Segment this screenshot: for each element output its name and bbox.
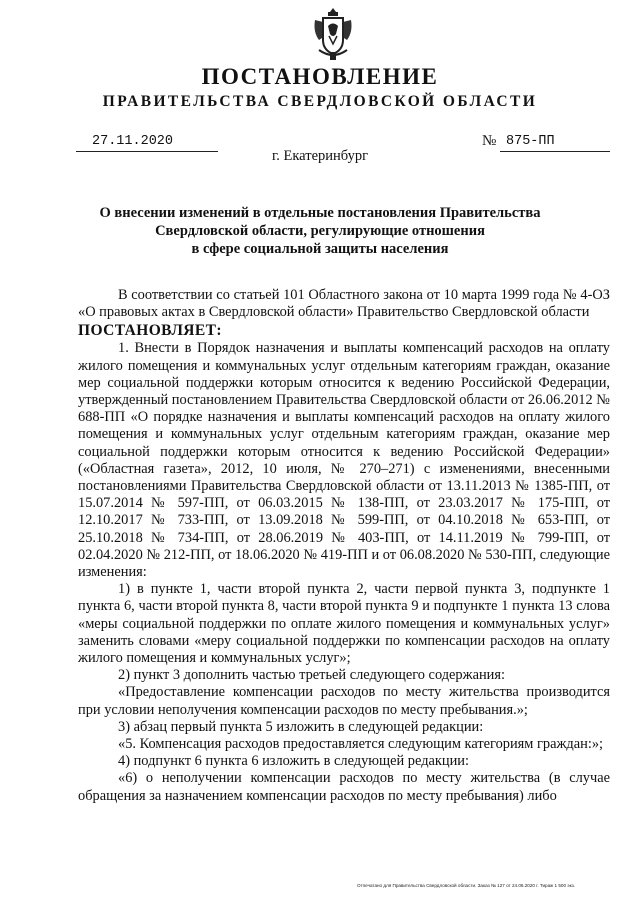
document-city: г. Екатеринбург bbox=[271, 148, 369, 164]
paragraph: 1. Внести в Порядок назначения и выплаты компенсаций расходов на оплату жилого помещения и коммунальных услуг отдельным категориям граждан, оказание мер социальной поддержки которым относится к ведению Российской Федерации, утвержденный постановлением Правительства Свердловской области от 26.06.2012 № 688-ПП «О порядке назначения и выплаты компенсаций расходов на оплату жилого помещения и коммунальных услуг отдельным категориям граждан, оказание мер социальной поддержки которым относится к ведению Российской Федерации» («Областная газета», 2012, 10 июля, № 270–271) с изменениями, внесенными постановлениями Правительства Свердловской области от 13.11.2013 № 1385-ПП, от 15.07.2014 № 597-ПП, от 06.03.2015 № 138-ПП, от 23.03.2017 № 175-ПП, от 12.10.2017 № 733-ПП, от 13.09.2018 № 599-ПП, от 04.10.2018 № 653-ПП, от 25.10.2018 № 734-ПП, от 28.06.2019 № 403-ПП, от 14.11.2019 № 799-ПП, от 02.04.2020 № 212-ПП, от 18.06.2020 № 419-ПП и от 06.08.2020 № 530-ПП, следующие изменения: bbox=[78, 340, 610, 581]
print-footer: Отпечатано для Правительства Свердловской области. Заказ № 127 от 24.06.2020 г. Тираж 1 500 экз. bbox=[357, 883, 576, 888]
heading-line: О внесении изменений в отдельные постановления Правительства bbox=[99, 205, 541, 221]
paragraph: 1) в пункте 1, части второй пункта 2, части первой пункта 3, подпункте 1 пункта 6, части второй пункта 8, части второй пункта 9 и подпункте 1 пункта 13 слова «меры социальной поддержки по оплате жилого помещения и коммунальных услуг» заменить словами «меру социальной поддержки по компенсации расходов на оплату жилого помещения и коммунальных услуг»; bbox=[78, 581, 610, 667]
intro-paragraph: В соответствии со статьей 101 Областного закона от 10 марта 1999 года № 4-ОЗ «О правовых актах в Свердловской области» Правительство Свердловской области bbox=[78, 287, 610, 321]
heading-line: в сфере социальной защиты населения bbox=[191, 241, 449, 257]
document-heading bbox=[0, 204, 640, 258]
document-body bbox=[78, 287, 610, 805]
paragraph: «Предоставление компенсации расходов по месту жительства производится при условии неполучения компенсации расходов по месту пребывания.»; bbox=[78, 684, 610, 718]
heading-line: Свердловской области, регулирующие отношения bbox=[155, 223, 485, 239]
coat-of-arms-icon bbox=[311, 6, 355, 62]
number-sign: № bbox=[482, 133, 497, 149]
document-subtitle: ПРАВИТЕЛЬСТВА СВЕРДЛОВСКОЙ ОБЛАСТИ bbox=[102, 93, 538, 110]
document-date: 27.11.2020 bbox=[92, 134, 174, 149]
paragraph: 4) подпункт 6 пункта 6 изложить в следующей редакции: bbox=[118, 753, 469, 770]
paragraph: «6) о неполучении компенсации расходов по месту жительства (в случае обращения за назначением компенсации расходов по месту пребывания) либо bbox=[78, 770, 610, 804]
paragraph: 3) абзац первый пункта 5 изложить в следующей редакции: bbox=[118, 718, 484, 735]
paragraph: «5. Компенсация расходов предоставляется следующим категориям граждан:»; bbox=[118, 736, 604, 753]
document-number: 875-ПП bbox=[506, 134, 555, 149]
document-title: ПОСТАНОВЛЕНИЕ bbox=[201, 64, 439, 89]
decree-word: ПОСТАНОВЛЯЕТ: bbox=[78, 322, 222, 340]
paragraph: 2) пункт 3 дополнить частью третьей следующего содержания: bbox=[118, 667, 505, 684]
